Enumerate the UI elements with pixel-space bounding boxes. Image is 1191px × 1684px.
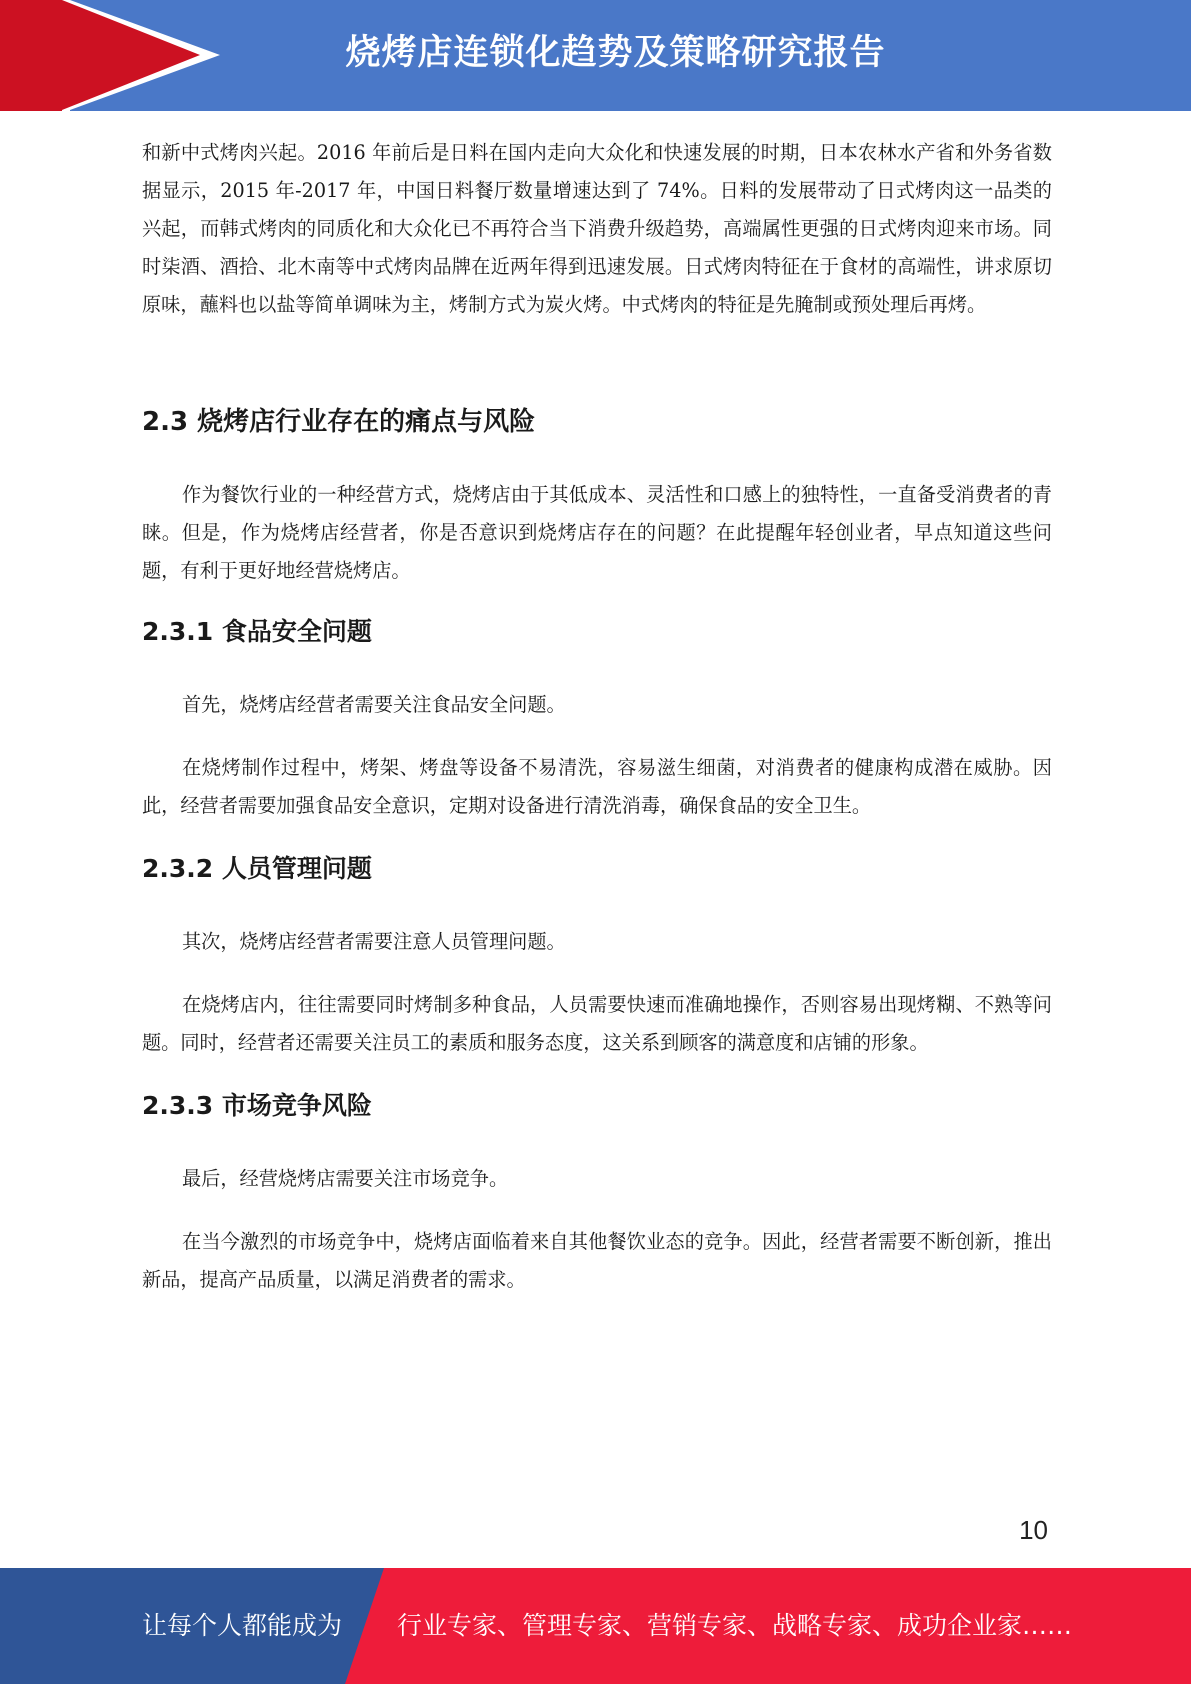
subsection-body-paragraph: 在烧烤店内，往往需要同时烤制多种食品，人员需要快速而准确地操作，否则容易出现烤糊、不熟等问题。同时，经营者还需要关注员工的素质和服务态度，这关系到顾客的满意度和店铺的形象。 [142, 993, 1052, 1054]
subsection-body-paragraph: 在当今激烈的市场竞争中，烧烤店面临着来自其他餐饮业态的竞争。因此，经营者需要不断创新，推出新品，提高产品质量，以满足消费者的需求。 [142, 1230, 1052, 1291]
footer-slogan-right: 行业专家、管理专家、营销专家、战略专家、成功企业家…… [397, 1611, 1073, 1640]
intro-paragraph: 和新中式烤肉兴起。2016 年前后是日料在国内走向大众化和快速发展的时期，日本农林水产省和外务省数据显示，2015 年-2017 年，中国日料餐厅数量增速达到了 74%。日料的发展带动了日式烤肉这一品类的兴起，而韩式烤肉的同质化和大众化已不再符合当下消费升级趋势，高端属性更强的日式烤肉迎来市场。同时柒酒、酒拾、北木南等中式烤肉品牌在近两年得到迅速发展。日式烤肉特征在于食材的高端性，讲求原切原味，蘸料也以盐等简单调味为主，烤制方式为炭火烤。中式烤肉的特征是先腌制或预处理后再烤。 [142, 141, 1052, 316]
subsection-lead-paragraph: 首先，烧烤店经营者需要关注食品安全问题。 [182, 693, 566, 716]
section-intro-paragraph: 作为餐饮行业的一种经营方式，烧烤店由于其低成本、灵活性和口感上的独特性，一直备受消费者的青睐。但是，作为烧烤店经营者，你是否意识到烧烤店存在的问题？在此提醒年轻创业者，早点知道这些问题，有利于更好地经营烧烤店。 [142, 483, 1052, 582]
subsection-body-paragraph: 在烧烤制作过程中，烤架、烤盘等设备不易清洗，容易滋生细菌，对消费者的健康构成潜在威胁。因此，经营者需要加强食品安全意识，定期对设备进行清洗消毒，确保食品的安全卫生。 [142, 756, 1052, 817]
page-footer [0, 1568, 1191, 1684]
page-content [142, 134, 1052, 1299]
page-header [0, 0, 1191, 111]
subsection-lead-paragraph: 最后，经营烧烤店需要关注市场竞争。 [182, 1167, 509, 1190]
page-number: 10 [1019, 1515, 1048, 1545]
subsection-lead-paragraph: 其次，烧烤店经营者需要注意人员管理问题。 [182, 930, 566, 953]
footer-slogan-left: 让每个人都能成为 [142, 1611, 343, 1640]
subsection-heading-market-competition: 2.3.3 市场竞争风险 [142, 1091, 372, 1120]
section-heading: 2.3 烧烤店行业存在的痛点与风险 [142, 407, 536, 437]
header-chevron-red-tip [62, 0, 200, 110]
report-title: 烧烤店连锁化趋势及策略研究报告 [345, 33, 886, 73]
subsection-heading-staff-management: 2.3.2 人员管理问题 [142, 854, 372, 883]
subsection-heading-food-safety: 2.3.1 食品安全问题 [142, 617, 372, 646]
header-chevron-red [0, 0, 62, 111]
